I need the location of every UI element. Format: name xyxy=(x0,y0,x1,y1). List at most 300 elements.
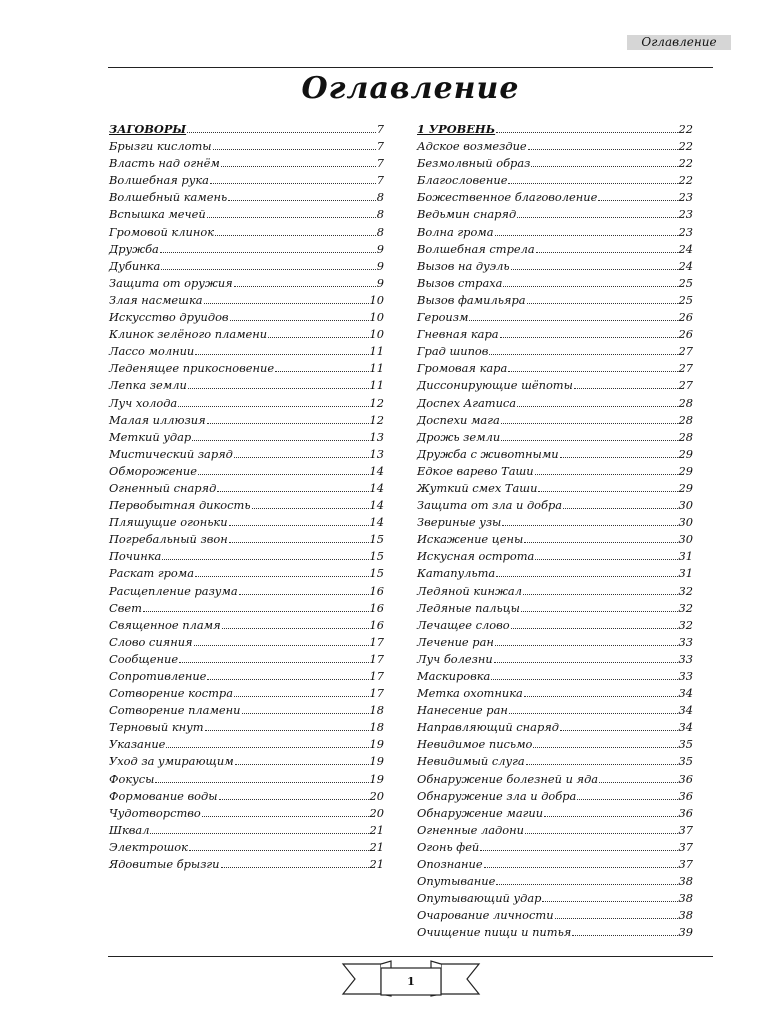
toc-entry xyxy=(417,668,693,685)
toc-entry xyxy=(417,292,693,309)
toc-dot-leader xyxy=(179,662,368,663)
toc-entry-page: 11 xyxy=(369,378,384,393)
toc-entry xyxy=(109,736,384,753)
toc-entry xyxy=(417,138,693,155)
toc-entry-title: Сопротивление xyxy=(109,669,207,683)
toc-entry-title: Адское возмездие xyxy=(417,139,527,154)
toc-entry-title: Обнаружение болезней и яда xyxy=(417,771,599,786)
toc-entry-title: Дружба xyxy=(109,241,159,256)
toc-entry-title: Героизм xyxy=(417,310,469,325)
toc-entry xyxy=(417,771,693,788)
toc-entry-title: Раскат грома xyxy=(109,566,194,581)
toc-entry-page: 8 xyxy=(376,207,384,222)
toc-entry-page: 32 xyxy=(678,583,693,598)
toc-dot-leader xyxy=(229,525,369,526)
toc-entry-page: 37 xyxy=(678,822,693,837)
toc-dot-leader xyxy=(161,269,375,270)
toc-dot-leader xyxy=(275,371,368,372)
toc-entry xyxy=(109,651,384,668)
toc-dot-leader xyxy=(480,850,677,851)
toc-entry-page: 30 xyxy=(678,515,693,530)
toc-entry-page: 36 xyxy=(678,788,693,803)
toc-entry-page: 22 xyxy=(678,173,693,188)
toc-entry-page: 8 xyxy=(376,190,384,205)
toc-entry xyxy=(109,514,384,531)
toc-entry-title: ЗАГОВОРЫ xyxy=(109,122,187,136)
toc-entry xyxy=(417,531,693,548)
toc-entry-page: 7 xyxy=(376,122,384,136)
toc-dot-leader xyxy=(228,200,376,201)
toc-entry xyxy=(109,685,384,702)
toc-dot-leader xyxy=(533,747,677,748)
toc-entry xyxy=(109,172,384,189)
toc-entry-page: 14 xyxy=(369,515,384,530)
toc-dot-leader xyxy=(221,166,376,167)
toc-dot-leader xyxy=(495,235,678,236)
toc-entry-title: Власть над огнём xyxy=(109,156,220,171)
toc-entry xyxy=(109,565,384,582)
toc-entry-title: Злая насмешка xyxy=(109,292,203,307)
toc-dot-leader xyxy=(160,252,376,253)
toc-entry-title: Защита от оружия xyxy=(109,275,233,290)
toc-entry xyxy=(109,583,384,600)
toc-entry-title: Благословение xyxy=(417,173,508,188)
toc-entry-page: 11 xyxy=(369,361,384,376)
toc-entry-page: 9 xyxy=(376,241,384,256)
toc-entry-title: Звериные узы xyxy=(417,515,502,530)
toc-entry-page: 17 xyxy=(369,686,384,701)
toc-entry-page: 12 xyxy=(369,395,384,410)
toc-entry-page: 14 xyxy=(369,498,384,513)
toc-dot-leader xyxy=(503,286,677,287)
toc-entry-title: Лечащее слово xyxy=(417,617,510,632)
toc-entry-title: 1 УРОВЕНЬ xyxy=(417,122,496,136)
toc-dot-leader xyxy=(501,440,677,441)
toc-entry-title: Опутывающий удар xyxy=(417,891,542,906)
toc-entry xyxy=(109,634,384,651)
toc-entry xyxy=(109,429,384,446)
toc-entry-title: Дубинка xyxy=(109,258,161,273)
toc-entry-page: 34 xyxy=(678,703,693,718)
toc-entry-page: 14 xyxy=(369,463,384,478)
toc-entry-page: 25 xyxy=(678,292,693,307)
toc-dot-leader xyxy=(508,371,677,372)
toc-entry-page: 33 xyxy=(678,634,693,649)
toc-entry-title: Волна грома xyxy=(417,224,494,239)
toc-entry-page: 14 xyxy=(369,480,384,495)
toc-entry xyxy=(417,514,693,531)
toc-entry-title: Невидимое письмо xyxy=(417,737,533,752)
toc-entry-page: 24 xyxy=(678,241,693,256)
toc-entry-page: 7 xyxy=(376,173,384,188)
toc-entry-page: 22 xyxy=(678,139,693,154)
toc-dot-leader xyxy=(531,166,677,167)
toc-entry-page: 36 xyxy=(678,771,693,786)
toc-entry-page: 28 xyxy=(678,395,693,410)
toc-entry-page: 26 xyxy=(678,327,693,342)
toc-entry-page: 13 xyxy=(369,429,384,444)
toc-entry xyxy=(417,429,693,446)
toc-entry xyxy=(417,360,693,377)
toc-dot-leader xyxy=(572,935,677,936)
toc-dot-leader xyxy=(524,542,677,543)
toc-entry-title: Волшебный камень xyxy=(109,190,228,205)
toc-entry xyxy=(417,583,693,600)
toc-entry-page: 22 xyxy=(678,122,693,136)
toc-entry xyxy=(109,497,384,514)
toc-entry xyxy=(417,856,693,873)
toc-entry xyxy=(417,172,693,189)
toc-entry-page: 32 xyxy=(678,600,693,615)
toc-entry-title: Уход за умирающим xyxy=(109,754,234,769)
toc-dot-leader xyxy=(207,423,369,424)
toc-entry-page: 13 xyxy=(369,446,384,461)
toc-entry xyxy=(417,805,693,822)
toc-entry-title: Направляющий снаряд xyxy=(417,720,560,735)
footer-rule xyxy=(108,956,713,957)
toc-entry-page: 10 xyxy=(369,292,384,307)
toc-entry xyxy=(109,856,384,873)
toc-entry-title: Формование воды xyxy=(109,788,218,803)
toc-dot-leader xyxy=(496,884,677,885)
toc-entry-title: Волшебная стрела xyxy=(417,241,535,256)
toc-entry-page: 23 xyxy=(678,207,693,222)
toc-entry xyxy=(109,326,384,343)
toc-entry xyxy=(109,258,384,275)
toc-entry-title: Священное пламя xyxy=(109,617,221,632)
toc-entry-page: 26 xyxy=(678,310,693,325)
toc-entry-title: Леденящее прикосновение xyxy=(109,361,275,376)
toc-entry-title: Чудотворство xyxy=(109,805,201,820)
toc-entry xyxy=(417,326,693,343)
toc-entry xyxy=(109,309,384,326)
toc-entry-page: 38 xyxy=(678,874,693,889)
toc-dot-leader xyxy=(192,440,368,441)
toc-entry-title: Погребальный звон xyxy=(109,532,228,547)
toc-entry-title: Вызов страха xyxy=(417,275,503,290)
toc-dot-leader xyxy=(205,730,369,731)
toc-entry-title: Едкое варево Таши xyxy=(417,463,534,478)
toc-entry xyxy=(417,873,693,890)
toc-entry-title: Шквал xyxy=(109,822,150,837)
toc-entry xyxy=(109,446,384,463)
toc-entry xyxy=(417,463,693,480)
toc-entry xyxy=(417,617,693,634)
toc-entry-page: 24 xyxy=(678,258,693,273)
toc-entry-page: 28 xyxy=(678,429,693,444)
toc-dot-leader xyxy=(207,217,376,218)
toc-dot-leader xyxy=(577,799,677,800)
toc-entry-title: Защита от зла и добра xyxy=(417,498,563,513)
toc-entry xyxy=(417,548,693,565)
toc-dot-leader xyxy=(234,286,376,287)
toc-dot-leader xyxy=(210,183,376,184)
toc-entry-title: Гневная кара xyxy=(417,327,499,342)
toc-entry-page: 17 xyxy=(369,669,384,683)
toc-entry xyxy=(109,343,384,360)
toc-right-column xyxy=(417,121,693,942)
toc-entry-title: Доспех Агатиса xyxy=(417,395,517,410)
toc-entry xyxy=(417,412,693,429)
toc-entry xyxy=(417,600,693,617)
toc-entry-title: Дрожь земли xyxy=(417,429,501,444)
toc-entry-title: Ледяные пальцы xyxy=(417,600,520,615)
toc-entry xyxy=(417,480,693,497)
toc-dot-leader xyxy=(598,200,677,201)
toc-entry xyxy=(109,788,384,805)
toc-entry-page: 10 xyxy=(369,310,384,325)
toc-dot-leader xyxy=(563,508,677,509)
toc-entry-title: Луч болезни xyxy=(417,651,493,666)
toc-entry-page: 31 xyxy=(678,549,693,564)
toc-entry-title: Нанесение ран xyxy=(417,703,508,718)
toc-entry-page: 16 xyxy=(369,617,384,632)
toc-dot-leader xyxy=(517,406,677,407)
toc-entry-page: 11 xyxy=(369,344,384,359)
toc-entry xyxy=(109,668,384,685)
toc-entry-page: 27 xyxy=(678,344,693,359)
toc-entry xyxy=(417,309,693,326)
toc-dot-leader xyxy=(496,132,677,133)
toc-entry-page: 15 xyxy=(369,566,384,581)
toc-entry-title: Фокусы xyxy=(109,771,155,786)
toc-dot-leader xyxy=(207,679,368,680)
toc-dot-leader xyxy=(542,901,677,902)
toc-entry xyxy=(417,377,693,394)
toc-entry-page: 30 xyxy=(678,532,693,547)
toc-entry-title: Терновый кнут xyxy=(109,720,204,735)
toc-entry-page: 25 xyxy=(678,275,693,290)
toc-dot-leader xyxy=(222,628,369,629)
toc-dot-leader xyxy=(143,611,369,612)
toc-entry-title: Обнаружение магии xyxy=(417,805,544,820)
toc-dot-leader xyxy=(544,816,677,817)
toc-entry-title: Электрошок xyxy=(109,839,188,854)
toc-entry-page: 15 xyxy=(369,549,384,564)
toc-entry-page: 8 xyxy=(376,224,384,239)
toc-left-column xyxy=(109,121,384,873)
toc-entry-page: 23 xyxy=(678,224,693,239)
toc-entry-title: Очищение пищи и питья xyxy=(417,925,572,940)
toc-entry-title: Громовой клинок xyxy=(109,224,214,239)
toc-dot-leader xyxy=(574,388,678,389)
toc-entry xyxy=(109,138,384,155)
toc-entry-page: 27 xyxy=(678,378,693,393)
toc-section-heading xyxy=(417,121,693,138)
toc-dot-leader xyxy=(495,645,678,646)
toc-dot-leader xyxy=(188,388,369,389)
toc-entry-page: 21 xyxy=(369,857,384,872)
toc-entry-title: Починка xyxy=(109,549,162,564)
toc-entry-title: Ледяной кинжал xyxy=(417,583,522,598)
toc-entry xyxy=(109,600,384,617)
toc-entry xyxy=(109,719,384,736)
toc-dot-leader xyxy=(234,457,369,458)
toc-entry xyxy=(417,822,693,839)
toc-entry xyxy=(109,480,384,497)
toc-entry xyxy=(417,275,693,292)
toc-entry-title: Сотворение пламени xyxy=(109,703,241,718)
toc-dot-leader xyxy=(502,525,677,526)
toc-dot-leader xyxy=(527,303,678,304)
toc-entry xyxy=(417,753,693,770)
toc-dot-leader xyxy=(501,423,678,424)
toc-dot-leader xyxy=(500,337,678,338)
toc-entry-page: 36 xyxy=(678,805,693,820)
toc-entry-title: Диссонирующие шёпоты xyxy=(417,378,573,393)
toc-entry-page: 37 xyxy=(678,839,693,854)
toc-dot-leader xyxy=(491,679,677,680)
toc-entry-title: Громовая кара xyxy=(417,361,508,376)
toc-dot-leader xyxy=(162,559,368,560)
toc-dot-leader xyxy=(198,474,368,475)
toc-entry xyxy=(417,343,693,360)
toc-entry-page: 19 xyxy=(369,754,384,769)
toc-entry xyxy=(109,189,384,206)
toc-entry-title: Обнаружение зла и добра xyxy=(417,788,577,803)
toc-entry-title: Мистический заряд xyxy=(109,446,233,461)
toc-entry-title: Опутывание xyxy=(417,874,496,889)
toc-dot-leader xyxy=(511,628,678,629)
toc-entry-title: Брызги кислоты xyxy=(109,139,212,154)
toc-entry-page: 7 xyxy=(376,156,384,171)
toc-dot-leader xyxy=(484,867,678,868)
toc-dot-leader xyxy=(535,559,677,560)
toc-dot-leader xyxy=(215,235,376,236)
toc-entry-page: 21 xyxy=(369,839,384,854)
page-title: Оглавление xyxy=(301,71,520,106)
toc-entry xyxy=(109,531,384,548)
toc-entry-page: 32 xyxy=(678,617,693,632)
toc-entry-page: 10 xyxy=(369,327,384,342)
toc-dot-leader xyxy=(252,508,369,509)
toc-entry xyxy=(109,395,384,412)
toc-entry xyxy=(417,685,693,702)
toc-dot-leader xyxy=(202,816,369,817)
toc-entry-title: Свет xyxy=(109,600,142,615)
toc-entry xyxy=(417,907,693,924)
toc-entry xyxy=(109,206,384,223)
toc-entry-title: Метка охотника xyxy=(417,686,523,701)
toc-entry-title: Жуткий смех Таши xyxy=(417,480,538,495)
toc-entry-page: 22 xyxy=(678,156,693,171)
toc-entry-page: 31 xyxy=(678,566,693,581)
toc-dot-leader xyxy=(195,576,369,577)
toc-entry-title: Вызов фамильяра xyxy=(417,292,526,307)
toc-entry-page: 16 xyxy=(369,583,384,598)
toc-entry xyxy=(417,702,693,719)
toc-entry-page: 34 xyxy=(678,686,693,701)
toc-dot-leader xyxy=(517,217,677,218)
toc-dot-leader xyxy=(528,149,678,150)
toc-entry-page: 7 xyxy=(376,139,384,154)
toc-entry-title: Расщепление разума xyxy=(109,583,238,598)
toc-entry-title: Невидимый слуга xyxy=(417,754,525,769)
toc-entry-title: Слово сияния xyxy=(109,634,193,649)
toc-entry-title: Ядовитые брызги xyxy=(109,857,220,872)
toc-dot-leader xyxy=(523,594,678,595)
toc-dot-leader xyxy=(489,354,677,355)
toc-entry xyxy=(109,463,384,480)
toc-entry xyxy=(109,241,384,258)
toc-dot-leader xyxy=(213,149,376,150)
toc-dot-leader xyxy=(239,594,369,595)
toc-entry-title: Ведьмин снаряд xyxy=(417,207,517,222)
toc-entry-title: Божественное благоволение xyxy=(417,190,598,205)
toc-entry-page: 9 xyxy=(376,258,384,273)
toc-dot-leader xyxy=(229,542,369,543)
toc-entry xyxy=(109,617,384,634)
toc-entry-page: 30 xyxy=(678,498,693,513)
toc-entry xyxy=(109,753,384,770)
toc-entry xyxy=(417,241,693,258)
toc-entry-title: Дружба с животными xyxy=(417,446,559,461)
toc-entry xyxy=(417,890,693,907)
toc-entry xyxy=(109,377,384,394)
page-number: 1 xyxy=(407,975,415,988)
toc-entry xyxy=(417,788,693,805)
toc-dot-leader xyxy=(536,252,678,253)
toc-entry-title: Сообщение xyxy=(109,651,179,666)
toc-entry-title: Безмолвный образ xyxy=(417,156,531,171)
toc-entry xyxy=(109,360,384,377)
toc-entry xyxy=(109,275,384,292)
toc-entry xyxy=(109,805,384,822)
toc-entry-title: Вспышка мечей xyxy=(109,207,206,222)
toc-entry xyxy=(109,224,384,241)
toc-entry-page: 18 xyxy=(369,703,384,718)
toc-entry-page: 29 xyxy=(678,480,693,495)
toc-entry xyxy=(417,497,693,514)
toc-entry xyxy=(109,771,384,788)
toc-entry xyxy=(109,155,384,172)
toc-entry-title: Очарование личности xyxy=(417,908,554,923)
running-header-tag: Оглавление xyxy=(627,35,731,50)
toc-entry-title: Искажение цены xyxy=(417,532,524,547)
toc-entry-page: 33 xyxy=(678,651,693,666)
toc-entry-page: 21 xyxy=(369,822,384,837)
toc-entry xyxy=(417,395,693,412)
toc-entry xyxy=(109,412,384,429)
toc-entry xyxy=(109,839,384,856)
toc-entry-page: 12 xyxy=(369,412,384,427)
toc-dot-leader xyxy=(189,850,369,851)
toc-dot-leader xyxy=(469,320,677,321)
toc-dot-leader xyxy=(268,337,368,338)
toc-dot-leader xyxy=(508,183,677,184)
toc-entry-page: 29 xyxy=(678,446,693,461)
toc-entry xyxy=(417,719,693,736)
toc-entry-title: Волшебная рука xyxy=(109,173,209,188)
toc-entry xyxy=(417,924,693,941)
toc-dot-leader xyxy=(494,662,678,663)
toc-entry-page: 35 xyxy=(678,754,693,769)
toc-dot-leader xyxy=(242,713,369,714)
toc-entry xyxy=(417,634,693,651)
toc-dot-leader xyxy=(234,696,368,697)
toc-entry-title: Огненный снаряд xyxy=(109,480,217,495)
toc-entry-title: Искусство друидов xyxy=(109,310,229,325)
toc-dot-leader xyxy=(496,576,677,577)
toc-entry-page: 34 xyxy=(678,720,693,735)
toc-entry xyxy=(417,446,693,463)
toc-section-heading xyxy=(109,121,384,138)
toc-entry-page: 9 xyxy=(376,275,384,290)
toc-dot-leader xyxy=(204,303,369,304)
toc-entry-page: 17 xyxy=(369,651,384,666)
toc-dot-leader xyxy=(521,611,678,612)
toc-entry xyxy=(417,189,693,206)
